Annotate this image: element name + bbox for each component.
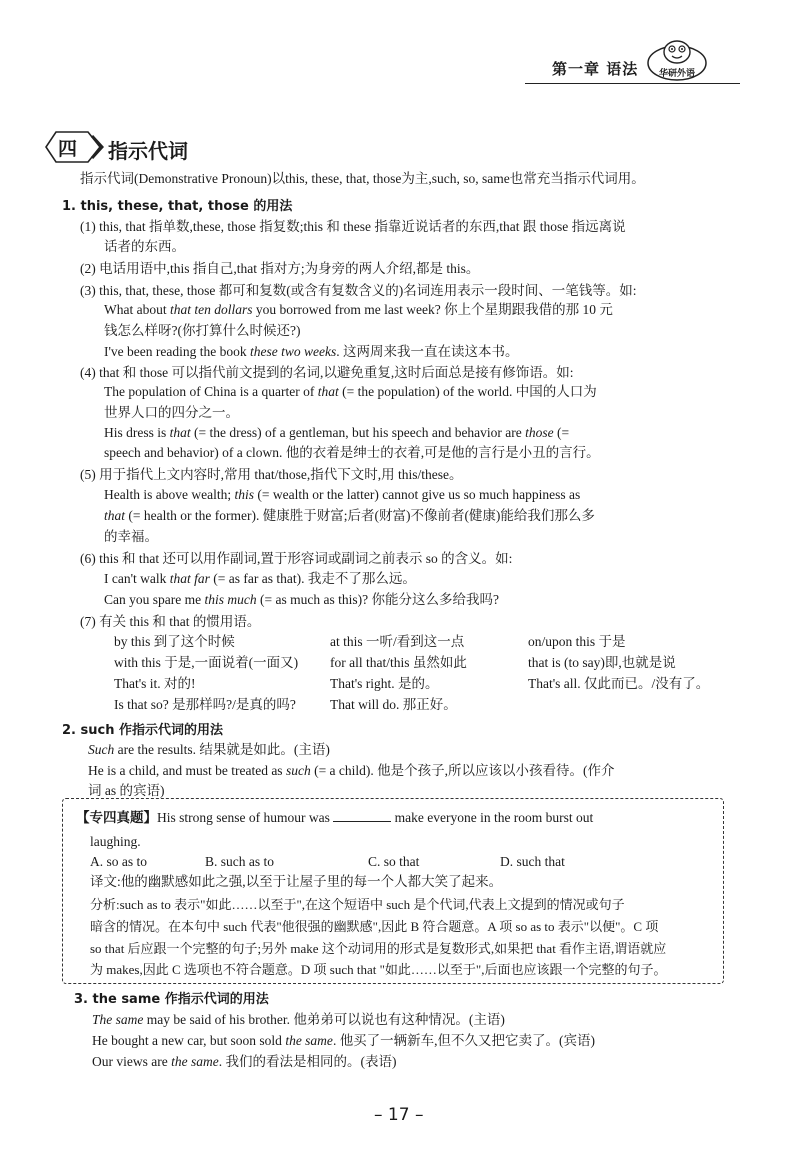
idiom-cell: that is (to say)即,也就是说: [528, 655, 676, 670]
idiom-cell: on/upon this 于是: [528, 634, 626, 649]
example-line: The population of China is a quarter of that (= the population) of the world. 中国的人口为: [104, 384, 597, 399]
example-line: He bought a new car, but soon sold the same. 他买了一辆新车,但不久又把它卖了。(宾语): [92, 1033, 596, 1048]
example-line: His dress is that (= the dress) of a gentleman, but his speech and behavior are those (=: [104, 425, 570, 440]
idiom-cell: Is that so? 是那样吗?/是真的吗?: [114, 697, 296, 712]
text-line: (6) this 和 that 还可以用作副词,置于形容词或副词之前表示 so 的含义。如:: [80, 551, 513, 566]
idiom-cell: That will do. 那正好。: [330, 697, 457, 712]
idiom-cell: for all that/this 虽然如此: [330, 655, 467, 670]
example-line: Health is above wealth; this (= wealth or the latter) cannot give us so much happiness as: [104, 487, 581, 502]
text-line: (1) this, that 指单数,these, those 指复数;this 和 these 指靠近说话者的东西,that 跟 those 指远离说: [80, 219, 626, 234]
idiom-cell: with this 于是,一面说着(一面又): [114, 655, 299, 670]
section-heading: 指示代词: [108, 139, 188, 163]
text-line: (3) this, that, these, those 都可和复数(或含有复数含义的)名词连用表示一段时间、一笔钱等。如:: [80, 283, 637, 298]
exam-question: laughing.: [90, 834, 141, 849]
text-line: (5) 用于指代上文内容时,常用 that/those,指代下文时,用 this/these。: [80, 467, 463, 482]
header-rule: [525, 83, 740, 84]
page-header: [0, 0, 800, 110]
exam-analysis: 为 makes,因此 C 选项也不符合题意。D 项 such that "如此……以至于",后面也应该跟一个完整的句子。: [90, 962, 667, 977]
text-line: 话者的东西。: [104, 239, 185, 254]
part3-heading: 3. the same 作指示代词的用法: [74, 992, 269, 1007]
answer-blank: [333, 809, 391, 822]
example-line: speech and behavior) of a clown. 他的衣着是绅士的衣着,可是他的言行是小丑的言行。: [104, 445, 600, 460]
exam-analysis: so that 后应跟一个完整的句子;另外 make 这个动词用的形式是复数形式,如果把 that 看作主语,谓语就应: [90, 941, 667, 956]
example-line: 钱怎么样呀?(你打算什么时候还?): [104, 323, 301, 338]
example-line: Can you spare me this much (= as much as this)? 你能分这么多给我吗?: [104, 592, 499, 607]
example-line: The same may be said of his brother. 他弟弟可以说也有这种情况。(主语): [92, 1012, 505, 1027]
chapter-title: 第一章 语法: [552, 60, 639, 78]
idiom-cell: That's right. 是的。: [330, 676, 439, 691]
idiom-cell: at this 一听/看到这一点: [330, 634, 465, 649]
text-line: (7) 有关 this 和 that 的惯用语。: [80, 614, 261, 629]
example-line: I can't walk that far (= as far as that). 我走不了那么远。: [104, 571, 416, 586]
option-c: C. so that: [368, 854, 420, 869]
idiom-cell: That's it. 对的!: [114, 676, 196, 691]
part1-heading: 1. this, these, that, those 的用法: [62, 199, 293, 214]
example-line: Our views are the same. 我们的看法是相同的。(表语): [92, 1054, 397, 1069]
option-b: B. such as to: [205, 854, 274, 869]
idiom-cell: That's all. 仅此而已。/没有了。: [528, 676, 710, 691]
exam-analysis: 暗含的情况。在本句中 such 代表"他很强的幽默感",因此 B 符合题意。A 项 so as to 表示"以便"。C 项: [90, 919, 659, 934]
text-line: (4) that 和 those 可以指代前文提到的名词,以避免重复,这时后面总是接有修饰语。如:: [80, 365, 574, 380]
exam-translation: 译文:他的幽默感如此之强,以至于让屋子里的每一个人都大笑了起来。: [90, 874, 503, 889]
example-line: 的幸福。: [104, 529, 158, 544]
exam-analysis: 分析:such as to 表示"如此……以至于",在这个短语中 such 是个代词,代表上文提到的情况或句子: [90, 897, 625, 912]
page-number: – 17 –: [374, 1105, 424, 1125]
example-line: I've been reading the book these two weeks. 这两周来我一直在读这本书。: [104, 344, 519, 359]
example-line: 世界人口的四分之一。: [104, 405, 239, 420]
option-a: A. so as to: [90, 854, 147, 869]
section-number: 四: [58, 138, 78, 160]
example-line: He is a child, and must be treated as such (= a child). 他是个孩子,所以应该以小孩看待。(作介: [88, 763, 615, 778]
intro-text: 指示代词(Demonstrative Pronoun)以this, these, that, those为主,such, so, same也常充当指示代词用。: [80, 171, 645, 186]
example-line: What about that ten dollars you borrowed from me last week? 你上个星期跟我借的那 10 元: [104, 302, 613, 317]
idiom-cell: by this 到了这个时候: [114, 634, 235, 649]
exam-question: 【专四真题】His strong sense of humour was make everyone in the room burst out: [76, 810, 594, 825]
example-line: that (= health or the former). 健康胜于财富;后者(财富)不像前者(健康)能给我们那么多: [104, 508, 595, 523]
text-line: (2) 电话用语中,this 指自己,that 指对方;为身旁的两人介绍,都是 this。: [80, 261, 480, 276]
example-line: 词 as 的宾语): [88, 783, 165, 798]
logo-text: 华研外语: [658, 69, 695, 79]
example-line: Such are the results. 结果就是如此。(主语): [88, 742, 330, 757]
option-d: D. such that: [500, 854, 565, 869]
part2-heading: 2. such 作指示代词的用法: [62, 723, 223, 738]
